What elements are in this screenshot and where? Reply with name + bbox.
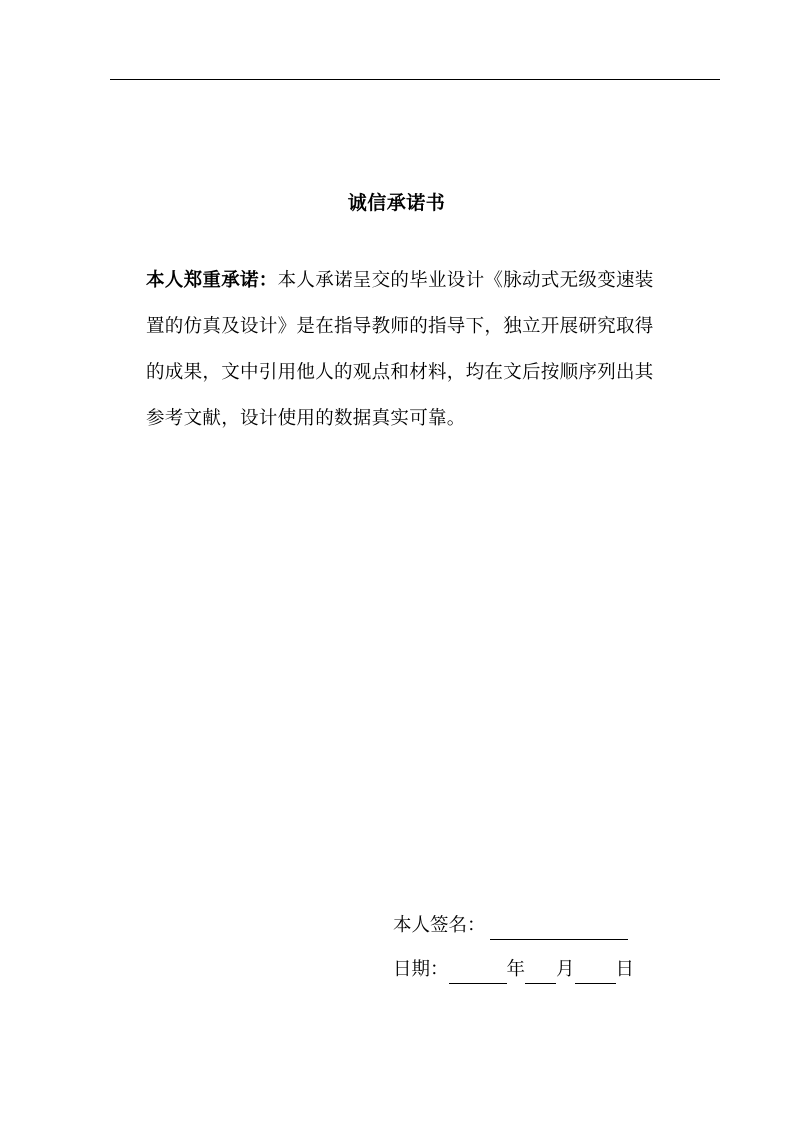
month-blank <box>525 961 556 984</box>
declaration-paragraph <box>146 258 691 442</box>
date-label: 日期： <box>393 959 449 980</box>
day-label: 日 <box>615 959 635 980</box>
declaration-lead: 本人郑重承诺： <box>146 270 278 291</box>
year-blank <box>449 961 507 984</box>
declaration-line-3: 的成果，文中引用他人的观点和材料，均在文后按顺序列出其 <box>146 362 654 383</box>
declaration-line-1 <box>146 258 691 304</box>
signature-label: 本人签名： <box>393 915 486 936</box>
year-label: 年 <box>506 959 526 980</box>
signature-row <box>393 912 628 940</box>
declaration-line-1-text: 本人承诺呈交的毕业设计《脉动式无级变速装 <box>277 270 654 291</box>
day-blank <box>575 961 616 984</box>
header-rule <box>110 79 720 80</box>
page-title: 诚信承诺书 <box>347 192 446 214</box>
declaration-line-2: 置的仿真及设计》是在指导教师的指导下，独立开展研究取得 <box>146 316 654 337</box>
declaration-line-4: 参考文献，设计使用的数据真实可靠。 <box>146 408 466 429</box>
month-label: 月 <box>556 959 575 980</box>
signature-blank <box>490 917 628 940</box>
date-row <box>393 956 634 984</box>
